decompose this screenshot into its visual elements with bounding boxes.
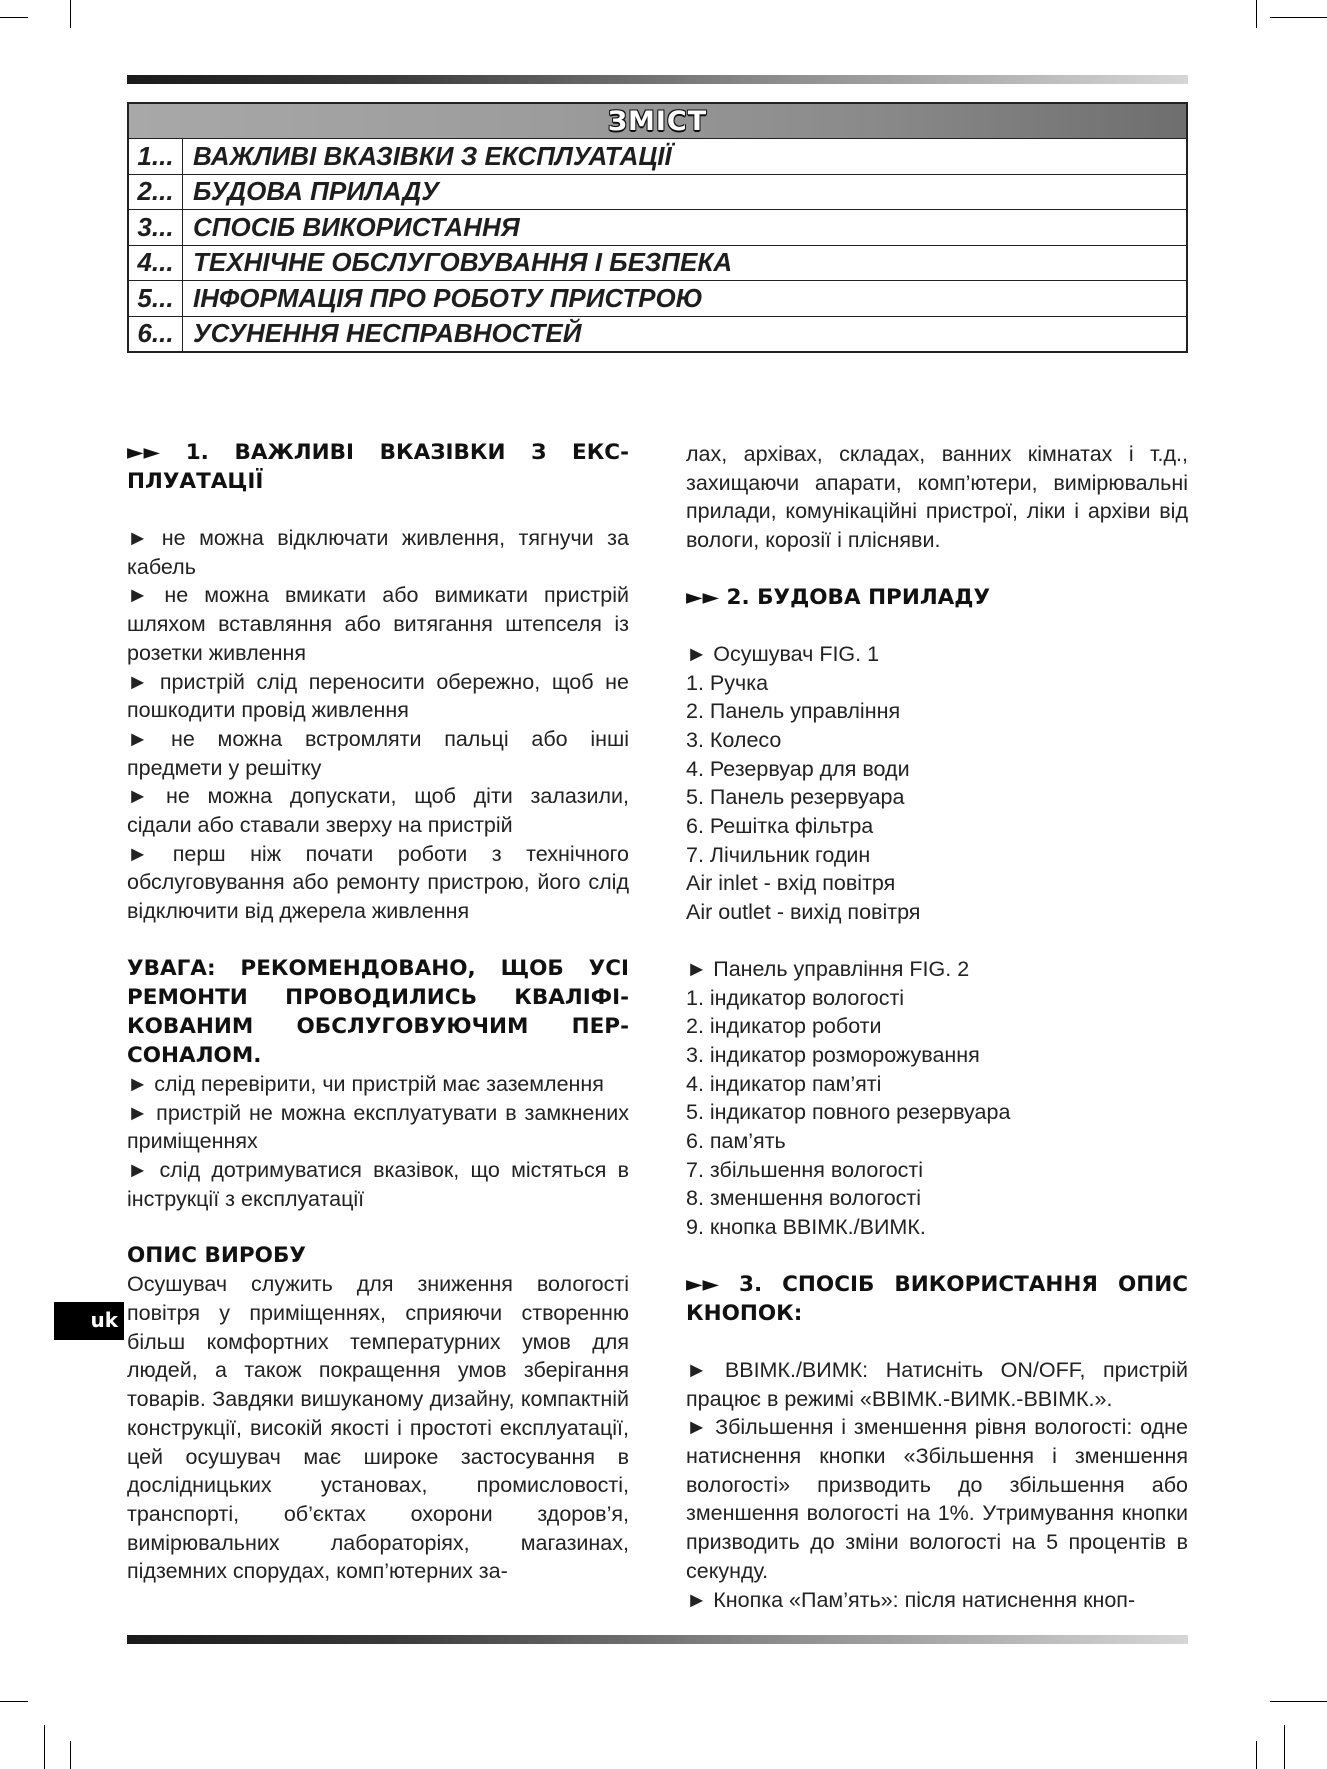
crop-mark	[0, 17, 28, 18]
attention-item: ► пристрій не можна експлуатувати в замкнених приміщеннях	[127, 1100, 629, 1154]
crop-mark	[1256, 1741, 1257, 1769]
crop-mark	[44, 1725, 45, 1769]
fig2-item: 6. пам’ять	[686, 1129, 786, 1154]
toc-label: СПОСІБ ВИКОРИСТАННЯ	[183, 210, 1188, 246]
bottom-rule	[127, 1635, 1188, 1644]
fig2-item: 5. індикатор повного резервуара	[686, 1100, 1011, 1125]
fig2-item: 1. індикатор вологості	[686, 985, 905, 1010]
toc-label: ІНФОРМАЦІЯ ПРО РОБОТУ ПРИСТРОЮ	[183, 281, 1188, 317]
toc-number: 4...	[128, 245, 183, 281]
button-description: ► ВВІМК./ВИМК: Натисніть ON/OFF, пристрій працює в режимі «ВВІМК.-ВИМК.-ВВІМК.».	[686, 1357, 1188, 1411]
toc-row	[128, 174, 1187, 210]
toc-label: ТЕХНІЧНЕ ОБСЛУГОВУВАННЯ І БЕЗПЕКА	[183, 245, 1188, 281]
crop-mark	[70, 1741, 71, 1769]
fig2-item: 4. індикатор пам’яті	[686, 1071, 882, 1096]
attention-heading: УВАГА: РЕКОМЕНДОВАНО, ЩОБ УСІ РЕМОНТИ ПРОВОДИЛИСЬ КВАЛІФІ-КОВАНИМ ОБСЛУГОВУЮЧИМ ПЕР-СОНАЛОМ.	[127, 955, 629, 1068]
fig1-title: ► Осушувач FIG. 1	[686, 641, 880, 666]
attention-item: ► слід перевірити, чи пристрій має заземлення	[127, 1071, 604, 1096]
toc-row	[128, 281, 1187, 317]
fig1-item: 1. Ручка	[686, 670, 769, 695]
fig1-item: 3. Колесо	[686, 727, 782, 752]
right-column	[686, 440, 1188, 1614]
fig1-item: Air outlet - вихід повітря	[686, 900, 921, 925]
fig1-item: 6. Решітка фільтра	[686, 814, 874, 839]
toc-row	[128, 139, 1187, 175]
button-description: ► Кнопка «Пам’ять»: після натиснення кноп-	[686, 1587, 1136, 1612]
crop-mark	[0, 1701, 28, 1702]
language-tab: uk	[54, 1302, 124, 1340]
warning-item: ► не можна вмикати або вимикати пристрій шляхом вставляння або витягання штепселя із розетки живлення	[127, 583, 629, 665]
fig2-item: 3. індикатор розморожування	[686, 1042, 980, 1067]
fig1-item: 4. Резервуар для води	[686, 756, 910, 781]
toc-number: 6...	[128, 316, 183, 352]
fig2-item: 9. кнопка ВВІМК./ВИМК.	[686, 1215, 926, 1240]
section-2-heading: ►► 2. БУДОВА ПРИЛАДУ	[686, 584, 991, 610]
crop-mark	[1284, 1725, 1285, 1769]
fig2-item: 8. зменшення вологості	[686, 1186, 922, 1211]
warning-item: ► не можна допускати, щоб діти залазили, сідали або ставали зверху на пристрій	[127, 784, 629, 838]
section-3-heading: ►► 3. СПОСІБ ВИКОРИСТАННЯ ОПИС КНОПОК:	[686, 1271, 1188, 1326]
fig2-title: ► Панель управління FIG. 2	[686, 956, 970, 981]
toc-label: ВАЖЛИВІ ВКАЗІВКИ З ЕКСПЛУАТАЦІЇ	[183, 139, 1188, 175]
section-1-heading: ►► 1. ВАЖЛИВІ ВКАЗІВКИ З ЕКС-ПЛУАТАЦІЇ	[127, 440, 629, 494]
top-rule	[127, 75, 1188, 84]
crop-mark	[70, 0, 71, 28]
toc-number: 2...	[128, 174, 183, 210]
toc-row	[128, 245, 1187, 281]
crop-mark	[1270, 1701, 1327, 1702]
button-description: ► Збільшення і зменшення рівня вологості: одне натиснення кнопки «Збільшення і зменшення вологості» призводить до збільшення або зменшення вологості на 1%. Утримування кнопки призводить до зміни вологості на 5 процентів в секунду.	[686, 1415, 1188, 1583]
description-heading: ОПИС ВИРОБУ	[127, 1243, 306, 1269]
left-column	[127, 438, 629, 1586]
description-text: Осушувач служить для зниження вологості повітря у приміщеннях, сприяючи створенню більш комфортних температурних умов для людей, а також покращення умов зберігання товарів. Завдяки вишуканому дизайну, компактній конструкції, високій якості і простоті експлуатації, цей осушувач має широке застосування в дослідницьких установах, промисловості, транспорті, об’єктах охорони здоров’я, вимірювальних лабораторіях, магазинах, підземних спорудах, комп’ютерних за-	[127, 1272, 629, 1584]
fig1-item: 5. Панель резервуара	[686, 785, 905, 810]
crop-mark	[1270, 17, 1327, 18]
toc-number: 1...	[128, 139, 183, 175]
toc-row	[128, 210, 1187, 246]
description-continued: лах, архівах, складах, ванних кімнатах і т.д., захищаючи апарати, комп’ютери, вимірювальні прилади, комунікаційні пристрої, ліки і архіви від вологи, корозії і плісняви.	[686, 442, 1188, 553]
table-of-contents	[127, 102, 1188, 353]
warning-item: ► не можна відключати живлення, тягнучи за кабель	[127, 526, 629, 579]
fig2-item: 7. збільшення вологості	[686, 1157, 924, 1182]
toc-label: БУДОВА ПРИЛАДУ	[183, 174, 1188, 210]
warning-item: ► перш ніж почати роботи з технічного обслуговування або ремонту пристрою, його слід відключити від джерела живлення	[127, 841, 629, 924]
fig2-item: 2. індикатор роботи	[686, 1014, 882, 1039]
toc-row	[128, 316, 1187, 352]
fig1-item: 7. Лічильник годин	[686, 842, 871, 867]
fig1-item: Air inlet - вхід повітря	[686, 871, 896, 896]
toc-title: ЗМІСТ	[128, 103, 1187, 139]
toc-number: 5...	[128, 281, 183, 317]
warning-item: ► пристрій слід переносити обережно, щоб не пошкодити провід живлення	[127, 669, 629, 723]
attention-item: ► слід дотримуватися вказівок, що містяться в інструкції з експлуатації	[127, 1157, 629, 1211]
toc-label: УСУНЕННЯ НЕСПРАВНОСТЕЙ	[183, 316, 1188, 352]
crop-mark	[1256, 0, 1257, 28]
warning-item: ► не можна встромляти пальці або інші предмети у решітку	[127, 726, 629, 780]
toc-number: 3...	[128, 210, 183, 246]
fig1-item: 2. Панель управління	[686, 699, 901, 724]
